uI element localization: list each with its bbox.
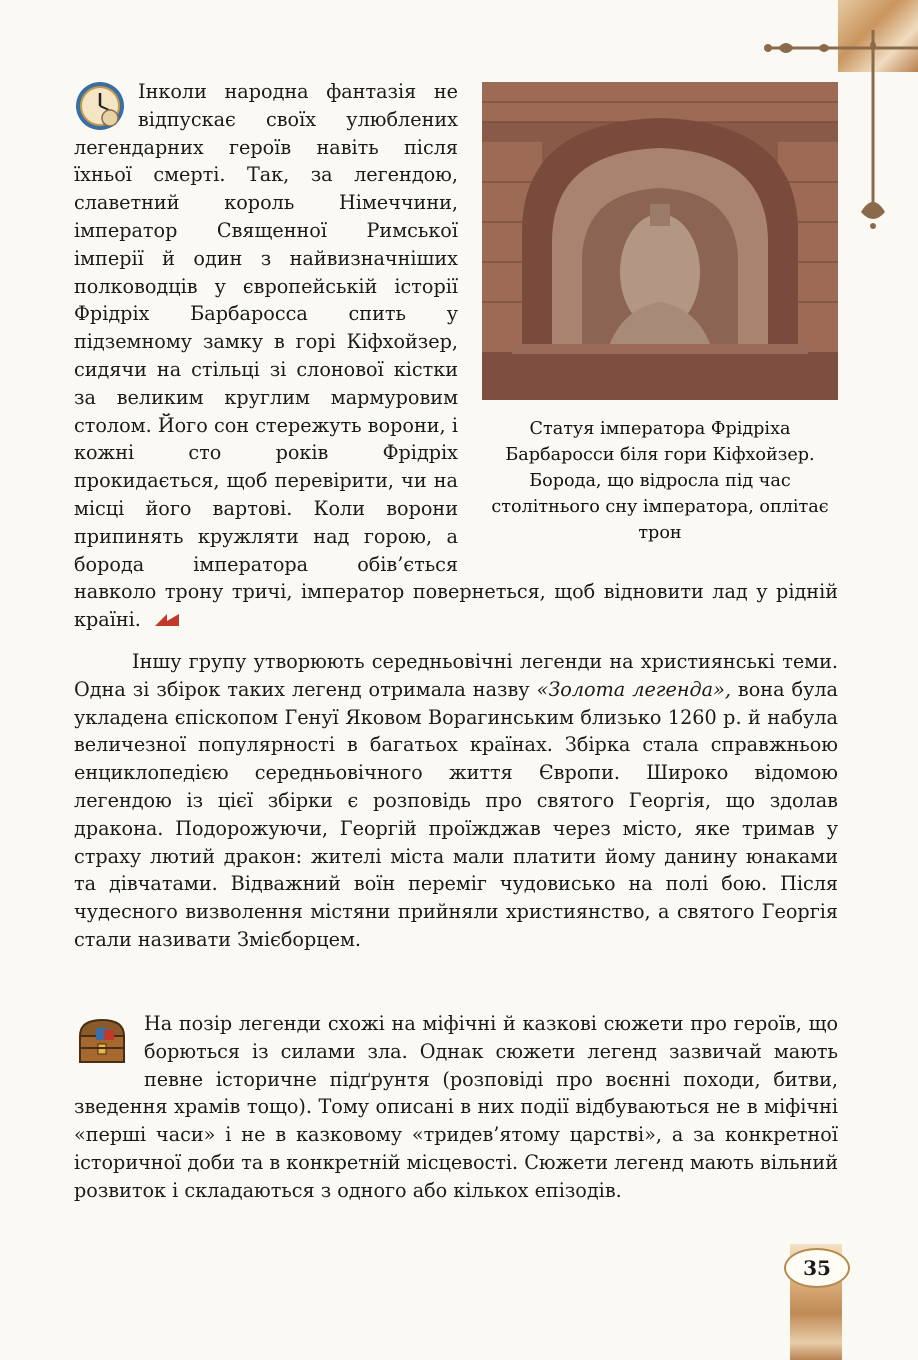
clock-icon — [74, 80, 126, 132]
treasure-chest-icon — [74, 1014, 130, 1068]
page-number: 35 — [784, 1248, 850, 1288]
paragraph-golden-legend — [74, 648, 838, 954]
paragraph-barbarossa-text: Інколи народна фантазія не відпускає своїх улюблених легендарних героїв навіть після їхньої смерті. Так, за легендою, славетний король Німеччини, імператор Священної Римської імперії й один з найвизначніших полководців у європейській історії Фрідріх Барбаросса спить у підземному замку в горі Кіфхойзер, сидячи на стільці зі слонової кістки за великим круглим мармуровим столом. Його сон стережуть ворони, і кожні сто років Фрідріх прокидається, щоб перевірити, чи на місці його вартові. Коли ворони припинять кружляти над горою, а борода імператора обів’ється навколо трону тричі, імператор повернеться, щоб відновити лад у рідній країні. — [74, 80, 838, 632]
barbarossa-statue-photo — [482, 82, 838, 400]
end-of-section-icon — [153, 612, 181, 628]
paragraph-golden-legend-part2: вона була укладена єпіскопом Генуї Яковом Ворагинським близько 1260 р. й набула величезної популярності в багатьох країнах. Збірка стала справжньою енциклопедією середньовічного життя Європи. Широко відомою легендою із цієї збірки є розповідь про святого Георгія, що здолав дракона. Подорожуючи, Георгій проїжджав через місто, яке тримав у страху лютий дракон: жителі міста мали платити йому данину юнаками та дівчатами. Відважний воїн переміг чудовисько на полі бою. Після чудесного визволення містяни прийняли християнство, а святого Георгія стали називати Змієборцем. — [74, 677, 838, 951]
paragraph-golden-legend-part1: Іншу групу утворюють середньовічні легенди на християнські теми. Одна зі збірок таких легенд отримала назву — [74, 650, 838, 701]
paragraph-barbarossa — [74, 78, 838, 634]
golden-legend-title: «Золота легенда», — [536, 677, 731, 701]
figure-barbarossa-statue — [482, 82, 838, 546]
paragraph-legend-features-text: На позір легенди схожі на міфічні й казкові сюжети про героїв, що борються із силами зла. Однак сюжети легенд зазвичай мають певне історичне підґрунтя (розповіді про воєнні походи, битви, зведення храмів тощо). Тому описані в них події відбуваються не в міфічні «перші часи» і не в казковому «тридев’ятому царстві», а за конкретної історичної доби та в конкретній місцевості. Сюжети легенд мають вільний розвиток і складаються з одного або кількох епізодів. — [74, 1012, 838, 1202]
paragraph-legend-features — [74, 1010, 838, 1205]
figure-caption: Статуя імператора Фрідріха Барбаросси біля гори Кіфхойзер. Борода, що відросла під час столітнього сну імператора, оплітає трон — [491, 419, 829, 543]
